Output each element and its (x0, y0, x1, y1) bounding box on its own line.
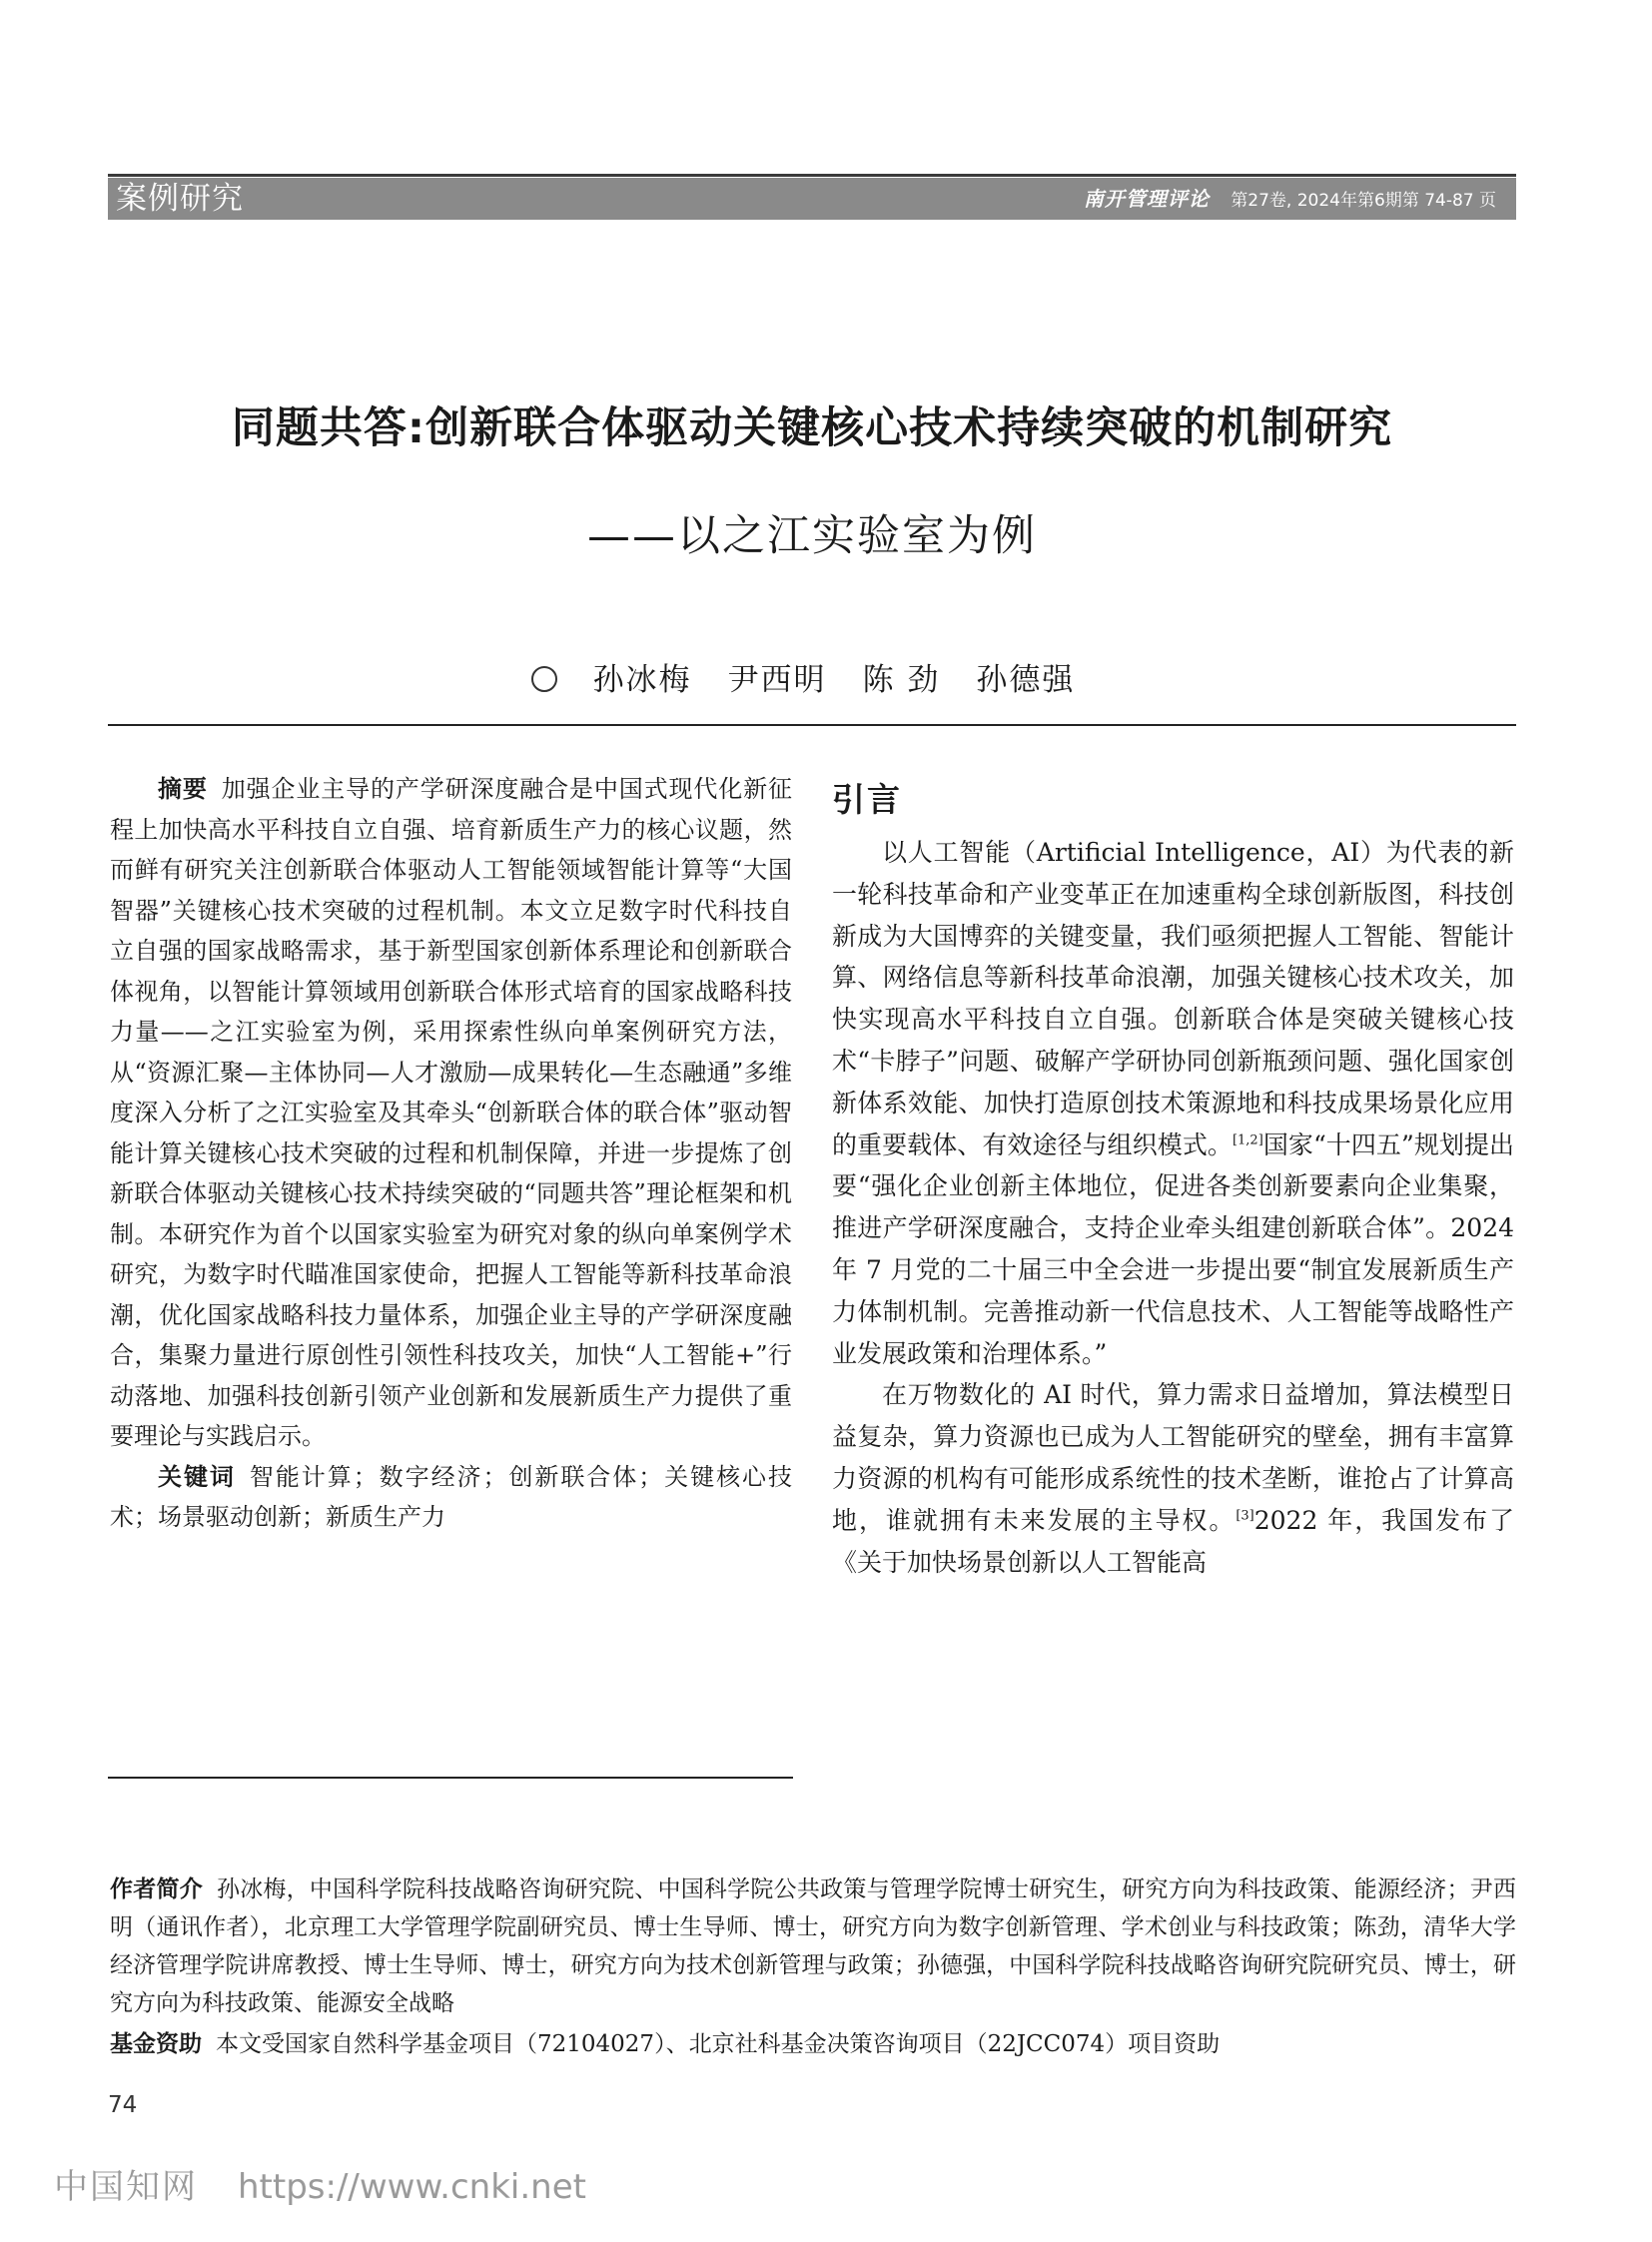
author-circle-icon (531, 666, 557, 692)
watermark-name: 中国知网 (54, 2167, 198, 2207)
intro-paragraph (832, 1374, 1514, 1583)
intro-text: 在万物数化的 AI 时代，算力需求日益增加，算法模型日益复杂，算力资源也已成为人工智能研究的壁垒，拥有丰富算力资源的机构有可能形成系统性的技术垄断，谁抢占了计算高地，谁就拥有未来发展的主导权。 (832, 1380, 1514, 1535)
abstract-rule (108, 1777, 793, 1779)
abstract-paragraph (110, 769, 792, 1457)
author-note (110, 1870, 1516, 2022)
journal-info (1084, 178, 1496, 220)
intro-text: 国家“十四五”规划提出要“强化企业创新主体地位，促进各类创新要素向企业集聚，推进产学研深度融合，支持企业牵头组建创新联合体”。2024 年 7 月党的二十届三中全会进一步提出要“制宜发展新质生产力体制机制。完善推动新一代信息技术、人工智能等战略性产业发展政策和治理体系。” (832, 1129, 1514, 1368)
author-name: 孙德强 (976, 662, 1076, 698)
intro-text: 2022 年，我国发布了《关于加快场景创新以人工智能高 (832, 1505, 1514, 1577)
keywords-text: 智能计算；数字经济；创新联合体；关键核心技术；场景驱动创新；新质生产力 (110, 1462, 793, 1531)
author-list (108, 654, 1516, 699)
intro-heading: 引言 (832, 780, 902, 819)
header-rule (108, 174, 1516, 177)
abstract-text: 加强企业主导的产学研深度融合是中国式现代化新征程上加快高水平科技自立自强、培育新质生产力的核心议题，然而鲜有研究关注创新联合体驱动人工智能领域智能计算等“大国智器”关键核心技术突破的过程机制。本文立足数字时代科技自立自强的国家战略需求，基于新型国家创新体系理论和创新联合体视角，以智能计算领域用创新联合体形式培育的国家战略科技力量——之江实验室为例，采用探索性纵向单案例研究方法，从“资源汇聚—主体协同—人才激励—成果转化—生态融通”多维度深入分析了之江实验室及其牵头“创新联合体的联合体”驱动智能计算关键核心技术突破的过程和机制保障，并进一步提炼了创新联合体驱动关键核心技术持续突破的“同题共答”理论框架和机制。本研究作为首个以国家实验室为研究对象的纵向单案例学术研究，为数字时代瞄准国家使命，把握人工智能等新科技革命浪潮，优化国家战略科技力量体系，加强企业主导的产学研深度融合，集聚力量进行原创性引领性科技攻关，加快“人工智能+”行动落地、加强科技创新引领产业创新和发展新质生产力提供了重要理论与实践启示。 (110, 775, 792, 1450)
abstract-column (110, 769, 792, 1538)
fund-note-text: 本文受国家自然科学基金项目（72104027）、北京社科基金决策咨询项目（22JCC074）项目资助 (216, 2031, 1221, 2057)
issue-info: 第27卷, 2024年第6期第 74-87 页 (1231, 191, 1496, 211)
article-title: 同题共答:创新联合体驱动关键核心技术持续突破的机制研究 (231, 403, 1393, 453)
citation-ref: [3] (1236, 1508, 1254, 1524)
author-name: 孙冰梅 (592, 662, 692, 698)
keywords-label: 关键词 (158, 1462, 236, 1491)
fund-note-label: 基金资助 (110, 2031, 202, 2057)
author-note-label: 作者简介 (110, 1876, 203, 1902)
section-label: 案例研究 (116, 181, 244, 217)
author-name: 尹西明 (727, 662, 827, 698)
abstract-label: 摘要 (158, 775, 208, 803)
page-number: 74 (108, 2092, 138, 2118)
fund-note (110, 2025, 1516, 2063)
author-note-text: 孙冰梅，中国科学院科技战略咨询研究院、中国科学院公共政策与管理学院博士研究生，研究方向为科技政策、能源经济；尹西明（通讯作者），北京理工大学管理学院副研究员、博士生导师、博士，研究方向为数字创新管理、学术创业与科技政策；陈劲，清华大学经济管理学院讲席教授、博士生导师、博士，研究方向为技术创新管理与政策；孙德强，中国科学院科技战略咨询研究院研究员、博士，研究方向为科技政策、能源安全战略 (110, 1876, 1517, 2016)
journal-name: 南开管理评论 (1083, 187, 1210, 211)
keywords-paragraph (110, 1457, 792, 1538)
intro-paragraph (832, 832, 1514, 1374)
cnki-watermark (54, 2159, 586, 2208)
title-rule (108, 724, 1516, 726)
intro-text: 以人工智能（Artificial Intelligence，AI）为代表的新一轮科技革命和产业变革正在加速重构全球创新版图，科技创新成为大国博弈的关键变量，我们亟须把握人工智能、智能计算、网络信息等新科技革命浪潮，加强关键核心技术攻关，加快实现高水平科技自立自强。创新联合体是突破关键核心技术“卡脖子”问题、破解产学研协同创新瓶颈问题、强化国家创新体系效能、加快打造原创技术策源地和科技成果场景化应用的重要载体、有效途径与组织模式。 (832, 838, 1514, 1159)
article-subtitle: ——以之江实验室为例 (587, 511, 1037, 561)
author-name: 陈 劲 (862, 662, 941, 698)
intro-column (832, 832, 1514, 1583)
watermark-url: https://www.cnki.net (238, 2167, 586, 2207)
citation-ref: [1,2] (1232, 1132, 1263, 1148)
header-band (108, 178, 1516, 220)
